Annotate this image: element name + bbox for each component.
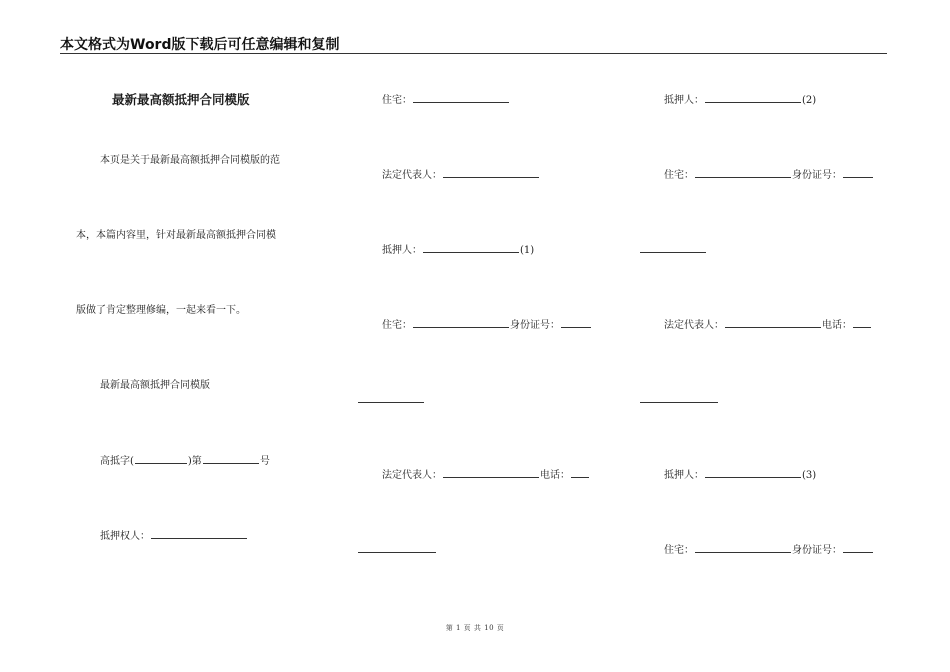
residence-label: 住宅： <box>382 320 412 331</box>
ref-prefix: 高抵字( <box>100 456 134 467</box>
id-continuation-blank <box>358 402 424 403</box>
mortgagor-number: (2) <box>802 95 817 106</box>
mortgagor-number: (3) <box>802 470 817 481</box>
col2-residence-line <box>382 93 510 108</box>
header-divider <box>60 53 887 54</box>
residence-label: 住宅： <box>382 95 412 106</box>
mortgagor-3-blank <box>705 468 801 478</box>
contract-reference-line <box>100 454 270 469</box>
contract-subtitle: 最新最高额抵押合同模版 <box>100 380 210 391</box>
mortgagee-label: 抵押权人： <box>100 531 150 542</box>
page-suffix: 页 <box>496 624 505 632</box>
legal-rep-label: 法定代表人： <box>382 170 442 181</box>
mortgagor-label: 抵押人： <box>664 95 704 106</box>
id-blank <box>843 543 873 553</box>
residence-blank <box>695 168 791 178</box>
col3-legal-rep-phone-line <box>664 318 872 333</box>
page-footer <box>0 623 950 633</box>
page-number: 1 <box>455 624 461 632</box>
phone-label: 电话： <box>822 320 852 331</box>
mortgagor-1-blank <box>423 243 519 253</box>
mortgagor-2-blank <box>705 93 801 103</box>
residence-blank <box>413 318 509 328</box>
ref-suffix: 号 <box>259 456 270 467</box>
document-header: 本文格式为Word版下载后可任意编辑和复制 <box>60 37 340 53</box>
id-blank <box>843 168 873 178</box>
intro-line-1: 本页是关于最新最高额抵押合同模版的范 <box>100 155 280 166</box>
mortgagee-blank <box>151 529 247 539</box>
legal-rep-blank <box>725 318 821 328</box>
residence-label: 住宅： <box>664 170 694 181</box>
col3-residence-id-line-2 <box>664 543 874 558</box>
page-total: 10 <box>484 624 495 632</box>
mortgagor-label: 抵押人： <box>664 470 704 481</box>
phone-label: 电话： <box>540 470 570 481</box>
residence-blank <box>695 543 791 553</box>
mortgagor-label: 抵押人： <box>382 245 422 256</box>
id-label: 身份证号： <box>792 170 842 181</box>
id-blank <box>561 318 591 328</box>
intro-line-2: 本，本篇内容里，针对最新最高额抵押合同模 <box>76 230 276 241</box>
page-mid: 页 共 <box>463 624 482 632</box>
col2-legal-rep-line <box>382 168 540 183</box>
phone-blank <box>853 318 871 328</box>
phone-blank <box>571 468 589 478</box>
phone-continuation-blank <box>640 402 718 403</box>
phone-continuation-blank <box>358 552 436 553</box>
ref-year-blank <box>135 454 187 464</box>
ref-number-blank <box>203 454 259 464</box>
ref-mid: )第 <box>187 456 202 467</box>
document-title: 最新最高额抵押合同模版 <box>112 92 250 107</box>
legal-rep-label: 法定代表人： <box>382 470 442 481</box>
mortgagor-number: (1) <box>520 245 535 256</box>
col3-mortgagor-3-line <box>664 468 816 483</box>
col2-mortgagor-1-line <box>382 243 534 258</box>
intro-line-3: 版做了肯定整理修编，一起来看一下。 <box>76 305 246 316</box>
mortgagee-line <box>100 529 248 544</box>
id-label: 身份证号： <box>510 320 560 331</box>
legal-rep-blank <box>443 168 539 178</box>
col2-residence-id-line <box>382 318 592 333</box>
col3-residence-id-line <box>664 168 874 183</box>
id-continuation-blank <box>640 252 706 253</box>
legal-rep-blank <box>443 468 539 478</box>
page-prefix: 第 <box>445 624 454 632</box>
residence-blank <box>413 93 509 103</box>
legal-rep-label: 法定代表人： <box>664 320 724 331</box>
col2-legal-rep-phone-line <box>382 468 590 483</box>
col3-mortgagor-2-line <box>664 93 816 108</box>
id-label: 身份证号： <box>792 545 842 556</box>
residence-label: 住宅： <box>664 545 694 556</box>
